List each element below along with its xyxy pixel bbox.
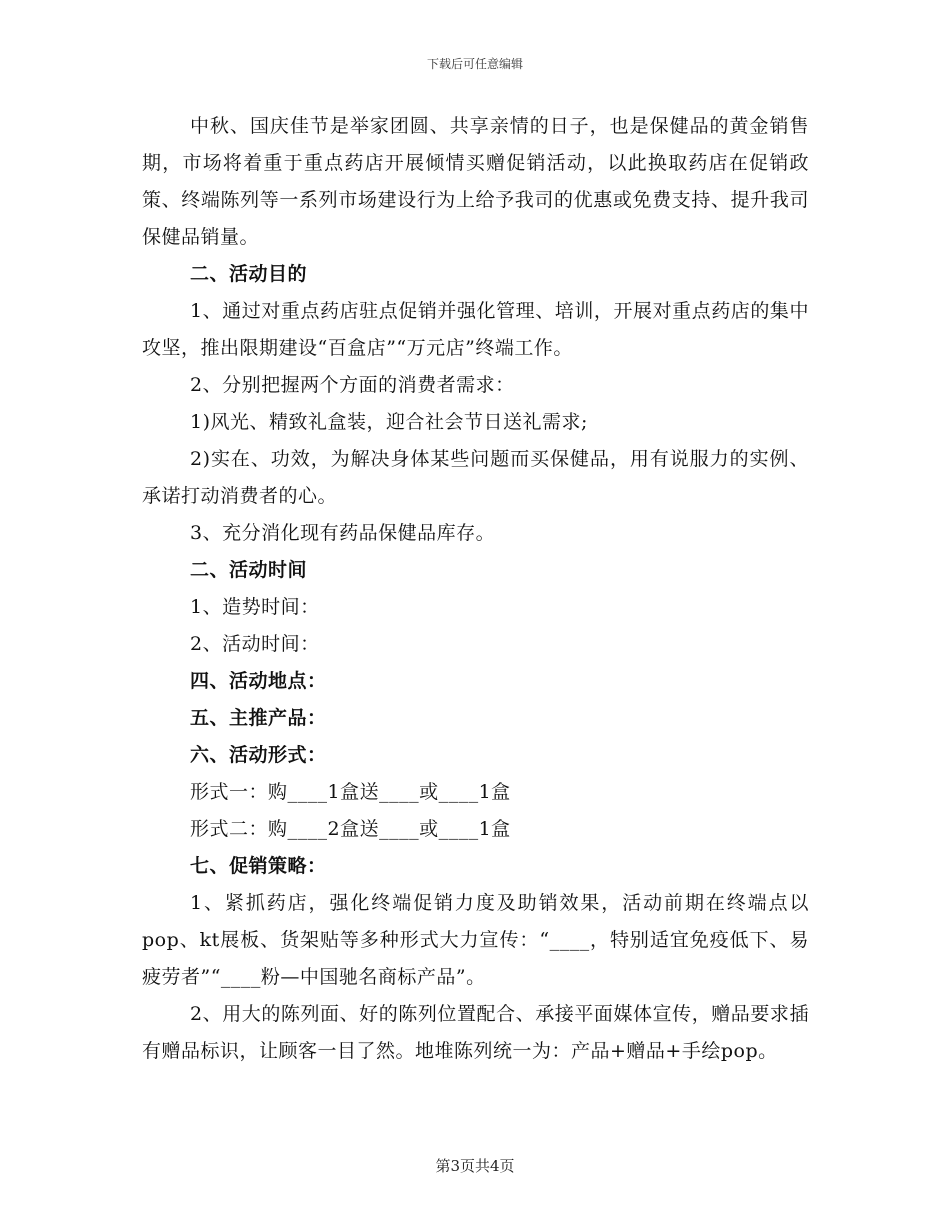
section-heading-products: 五、主推产品： xyxy=(190,707,327,729)
intro-paragraph: 中秋、国庆佳节是举家团圆、共享亲情的日子，也是保健品的黄金销售期，市场将着重于重点药店开展倾情买赠促销活动，以此换取药店在促销政策、终端陈列等一系列市场建设行为上给予我司的优惠或免费支持、提升我司保健品销量。 xyxy=(142,115,809,248)
purpose-subitem-1: 1)风光、精致礼盒装，迎合社会节日送礼需求; xyxy=(190,411,588,433)
purpose-item-1: 1、通过对重点药店驻点促销并强化管理、培训，开展对重点药店的集中攻坚，推出限期建设“百盒店”“万元店”终端工作。 xyxy=(142,300,809,359)
section-heading-time: 二、活动时间 xyxy=(190,559,308,581)
page-number: 第3页共4页 xyxy=(435,1157,515,1175)
purpose-item-3: 3、充分消化现有药品保健品库存。 xyxy=(190,522,496,544)
section-heading-format: 六、活动形式： xyxy=(190,744,327,766)
time-item-1: 1、造势时间： xyxy=(190,596,320,618)
section-heading-purpose: 二、活动目的 xyxy=(190,263,308,285)
purpose-subitem-2: 2)实在、功效，为解决身体某些问题而买保健品，用有说服力的实例、承诺打动消费者的心。 xyxy=(142,448,809,507)
section-heading-location: 四、活动地点： xyxy=(190,670,327,692)
document-body xyxy=(142,108,809,1070)
strategy-item-1: 1、紧抓药店，强化终端促销力度及助销效果，活动前期在终端点以pop、kt展板、货架贴等多种形式大力宣传：“____，特别适宜免疫低下、易疲劳者”“____粉—中国驰名商标产品”。 xyxy=(142,892,809,988)
format-item-1: 形式一：购____1盒送____或____1盒 xyxy=(190,781,511,803)
header-note: 下载后可任意编辑 xyxy=(426,57,523,71)
purpose-item-2: 2、分别把握两个方面的消费者需求： xyxy=(190,374,515,396)
format-item-2: 形式二：购____2盒送____或____1盒 xyxy=(190,818,511,840)
time-item-2: 2、活动时间： xyxy=(190,633,320,655)
section-heading-strategy: 七、促销策略： xyxy=(190,855,327,877)
strategy-item-2: 2、用大的陈列面、好的陈列位置配合、承接平面媒体宣传，赠品要求插有赠品标识，让顾客一目了然。地堆陈列统一为：产品+赠品+手绘pop。 xyxy=(142,1003,809,1062)
